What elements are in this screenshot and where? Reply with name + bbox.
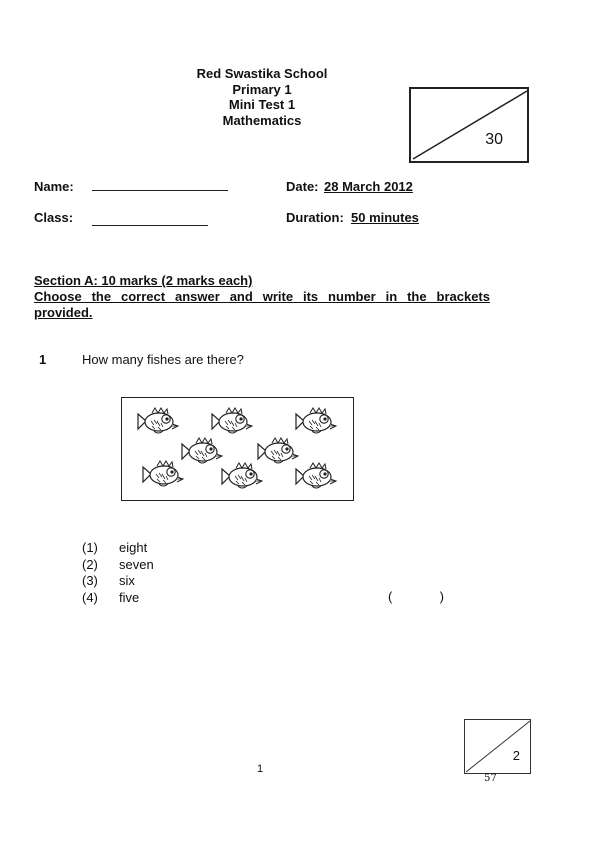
answer-options xyxy=(82,540,154,606)
name-label: Name: xyxy=(34,179,74,194)
handwritten-note: 57 xyxy=(484,773,497,784)
answer-bracket[interactable] xyxy=(388,589,444,604)
option-4[interactable] xyxy=(82,590,154,607)
fish-picture xyxy=(122,398,352,499)
bracket-close: ) xyxy=(439,589,444,604)
score-box-diagonal xyxy=(411,89,527,161)
option-number: (3) xyxy=(82,573,98,588)
test-title: Mini Test 1 xyxy=(228,97,296,112)
level: Primary 1 xyxy=(232,81,292,97)
question-text: How many fishes are there? xyxy=(82,352,244,367)
option-text: six xyxy=(119,573,135,588)
fish-2 xyxy=(212,408,252,433)
fish-3 xyxy=(296,408,336,433)
subject: Mathematics xyxy=(222,112,302,128)
page-score-diagonal xyxy=(465,720,530,773)
fish-1 xyxy=(138,408,178,433)
class-label: Class: xyxy=(34,210,74,225)
class-blank[interactable] xyxy=(92,225,208,226)
fish-8 xyxy=(296,463,336,488)
score-box xyxy=(409,87,529,163)
fish-4 xyxy=(182,438,222,463)
name-blank[interactable] xyxy=(92,190,228,191)
page-score-mark: 2 xyxy=(512,748,520,763)
bracket-open: ( xyxy=(388,589,393,604)
fish-6 xyxy=(143,461,183,486)
option-number: (4) xyxy=(82,589,98,605)
section-title: Section A: 10 marks (2 marks each) xyxy=(34,273,253,288)
option-number: (2) xyxy=(82,556,98,572)
duration-value: 50 minutes xyxy=(351,210,419,225)
page-score-box xyxy=(464,719,531,774)
date-value: 28 March 2012 xyxy=(324,179,413,194)
fish-5 xyxy=(258,438,298,463)
section-a xyxy=(34,273,490,321)
question-number: 1 xyxy=(39,352,47,367)
option-3[interactable] xyxy=(82,573,154,590)
section-instruction-line2: provided. xyxy=(34,305,93,320)
duration-label: Duration: xyxy=(286,210,344,225)
fish-7 xyxy=(222,463,262,488)
option-1[interactable] xyxy=(82,540,154,557)
page-number: 1 xyxy=(257,763,264,775)
score-total: 30 xyxy=(485,131,503,148)
section-instruction-line1: Choose the correct answer and write its number in the brackets xyxy=(34,289,490,304)
option-text: five xyxy=(119,589,140,605)
option-2[interactable] xyxy=(82,557,154,574)
option-number: (1) xyxy=(82,540,98,555)
fish-picture-box xyxy=(121,397,354,501)
test-header xyxy=(150,66,374,128)
option-text: eight xyxy=(119,540,148,555)
date-label: Date: xyxy=(286,179,319,194)
option-text: seven xyxy=(119,556,154,572)
school-name: Red Swastika School xyxy=(196,66,328,81)
